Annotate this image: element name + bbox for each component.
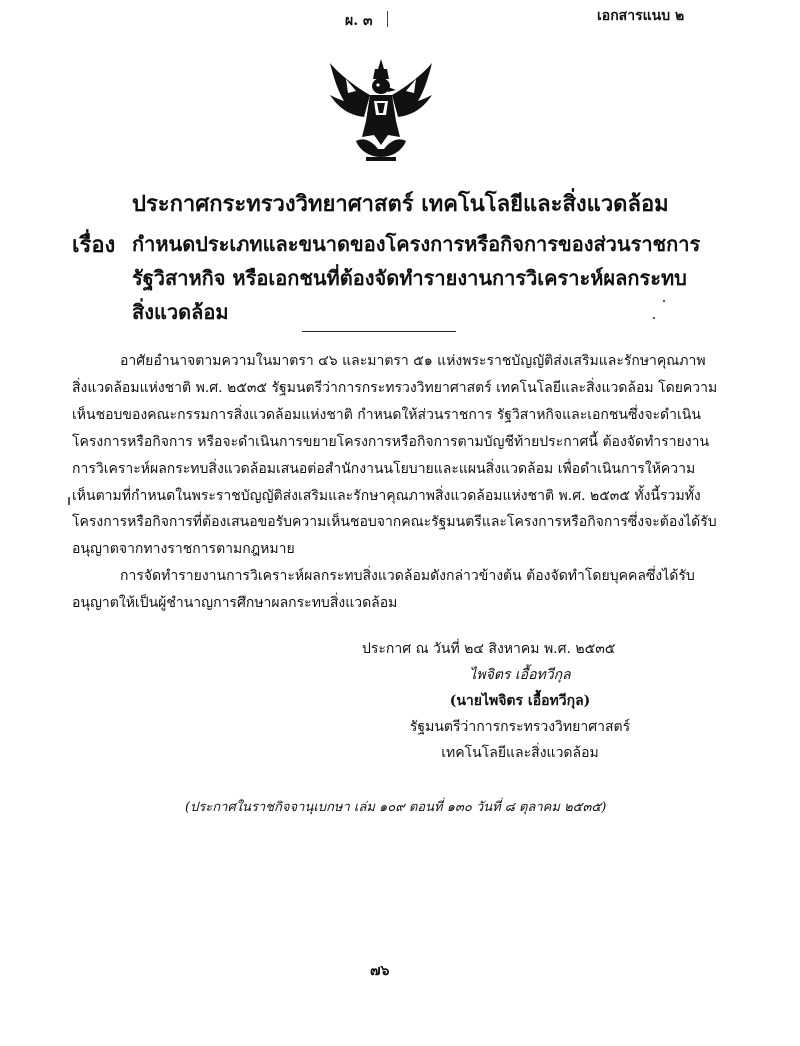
body-line: โครงการหรือกิจการที่ต้องเสนอขอรับความเห็นชอบจากคณะรัฐมนตรีและโครงการหรือกิจการซึ่งจะต้องได้รับ bbox=[72, 514, 717, 531]
margin-mark bbox=[387, 11, 388, 27]
scan-speck bbox=[653, 317, 655, 319]
signatory-position: เทคโนโลยีและสิ่งแวดล้อม bbox=[441, 745, 599, 761]
body-line: โครงการหรือกิจการ หรือจะดำเนินการขยายโครงการหรือกิจการตามบัญชีท้ายประกาศนี้ ต้องจัดทำรายงาน bbox=[72, 433, 710, 450]
body-line: การจัดทำรายงานการวิเคราะห์ผลกระทบสิ่งแวดล้อมดังกล่าวข้างต้น ต้องจัดทำโดยบุคคลซึ่งได้รับ bbox=[120, 568, 695, 585]
subject-label: เรื่อง bbox=[72, 232, 116, 258]
announcement-title: ประกาศกระทรวงวิทยาศาสตร์ เทคโนโลยีและสิ่งแวดล้อม bbox=[132, 191, 669, 217]
body-line: การวิเคราะห์ผลกระทบสิ่งแวดล้อมเสนอต่อสำนักงานนโยบายและแผนสิ่งแวดล้อม เพื่อดำเนินการให้ความ bbox=[72, 460, 696, 477]
subject-text bbox=[132, 227, 704, 329]
signatory-name: (นายไพจิตร เอื้อทวีกุล) bbox=[449, 693, 591, 709]
body-line: เห็นตามที่กำหนดในพระราชบัญญัติส่งเสริมและรักษาคุณภาพสิ่งแวดล้อมแห่งชาติ พ.ศ. ๒๕๓๕ ทั้งนี้รวมทั้ง bbox=[72, 487, 701, 504]
announcement-date: ประกาศ ณ วันที่ ๒๔ สิงหาคม พ.ศ. ๒๕๓๕ bbox=[362, 641, 616, 657]
subject-line: รัฐวิสาหกิจ หรือเอกชนที่ต้องจัดทำรายงานการวิเคราะห์ผลกระทบ bbox=[132, 266, 687, 290]
signature: ไพจิตร เอื้อทวีกุล bbox=[469, 667, 571, 683]
subject-line: สิ่งแวดล้อม bbox=[132, 300, 229, 324]
signature-block bbox=[340, 636, 700, 766]
body-line: เห็นชอบของคณะกรรมการสิ่งแวดล้อมแห่งชาติ กำหนดให้ส่วนราชการ รัฐวิสาหกิจและเอกชนซึ่งจะดำเนิน bbox=[72, 406, 701, 423]
scan-speck bbox=[68, 497, 70, 505]
body-line: อนุญาตให้เป็นผู้ชำนาญการศึกษาผลกระทบสิ่งแวดล้อม bbox=[72, 595, 398, 612]
body-line: อนุญาตจากทางราชการตามกฎหมาย bbox=[72, 541, 295, 558]
form-code: ผ. ๓ bbox=[345, 13, 373, 29]
garuda-emblem-icon bbox=[326, 57, 436, 165]
body-text bbox=[72, 348, 718, 617]
page-number: ๗๖ bbox=[370, 963, 390, 979]
document-tag: เอกสารแนบ ๒ bbox=[597, 8, 685, 24]
divider-line bbox=[302, 331, 456, 332]
gazette-source-note: (ประกาศในราชกิจจานุเบกษา เล่ม ๑๐๙ ตอนที่ ๑๓๐ วันที่ ๘ ตุลาคม ๒๕๓๕) bbox=[185, 800, 607, 815]
scan-speck bbox=[663, 300, 665, 302]
body-line: สิ่งแวดล้อมแห่งชาติ พ.ศ. ๒๕๓๕ รัฐมนตรีว่าการกระทรวงวิทยาศาสตร์ เทคโนโลยีและสิ่งแวดล้อม โดยความ bbox=[72, 379, 718, 396]
subject-line: กำหนดประเภทและขนาดของโครงการหรือกิจการของส่วนราชการ bbox=[132, 232, 701, 256]
body-line: อาศัยอำนาจตามความในมาตรา ๔๖ และมาตรา ๕๑ แห่งพระราชบัญญัติส่งเสริมและรักษาคุณภาพ bbox=[120, 353, 706, 369]
signatory-position: รัฐมนตรีว่าการกระทรวงวิทยาศาสตร์ bbox=[409, 719, 631, 735]
